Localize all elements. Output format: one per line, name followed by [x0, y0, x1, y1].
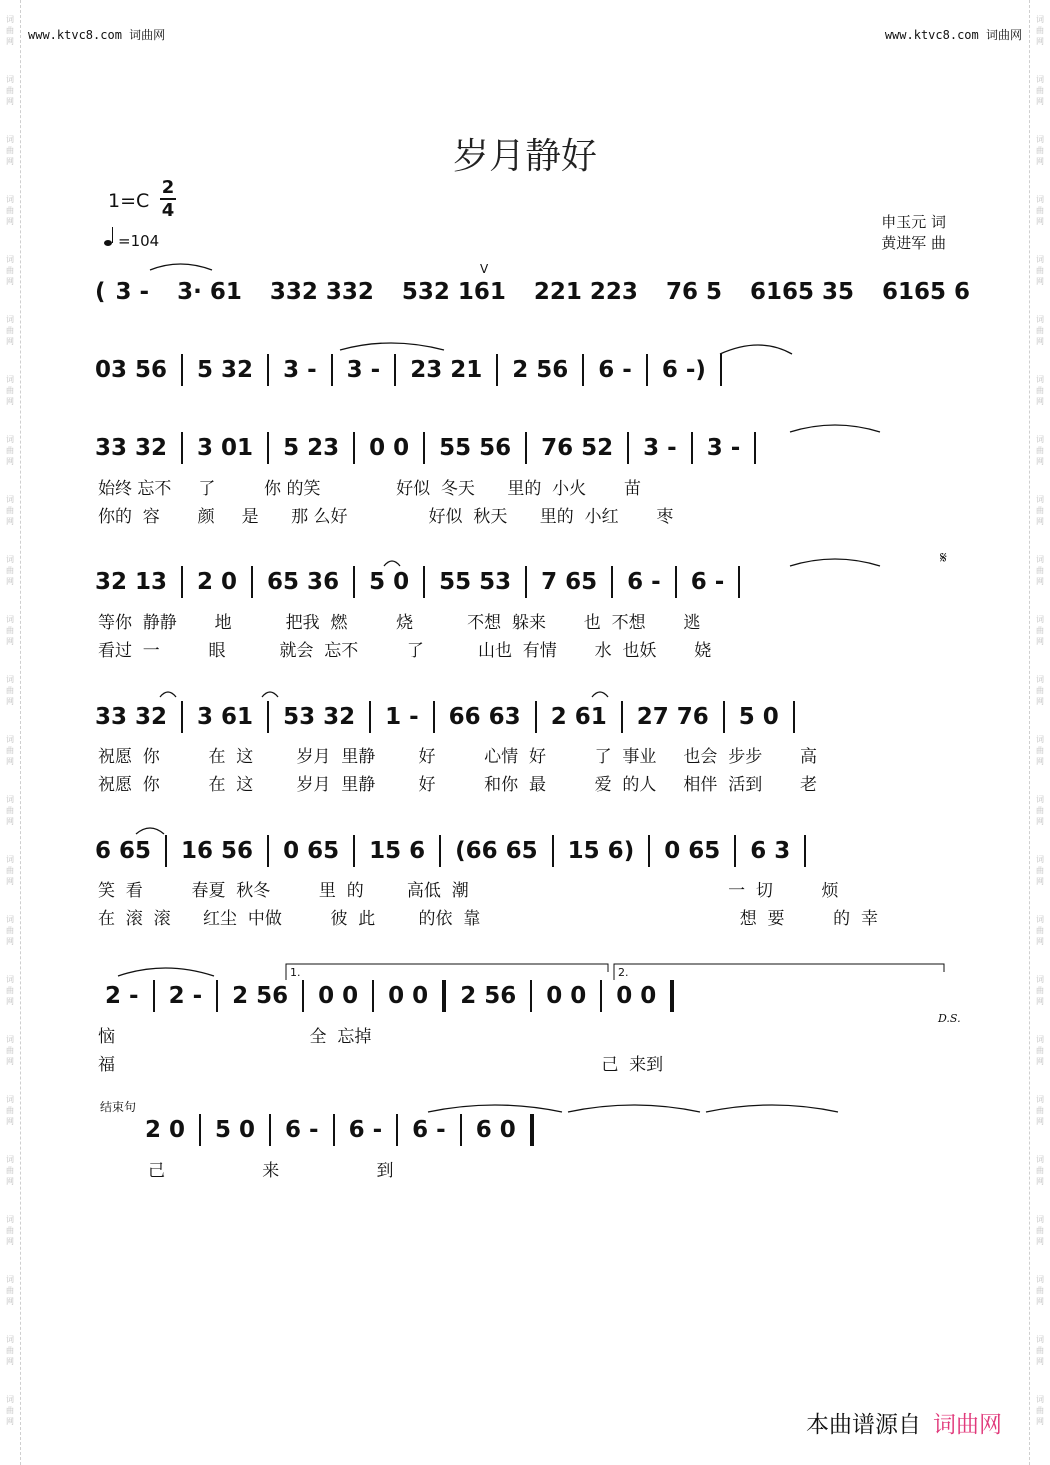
- measure-notes: 0 0: [318, 983, 359, 1009]
- barline: [804, 835, 806, 867]
- watermark-cell: 词 曲 网: [1036, 974, 1044, 1006]
- watermark-cell: 词 曲 网: [1036, 1094, 1044, 1126]
- watermark-cell: 词 曲 网: [6, 254, 14, 286]
- measure-notes: 6 3: [750, 838, 791, 864]
- watermark-cell: 词 曲 网: [6, 1214, 14, 1246]
- watermark-cell: 词 曲 网: [1036, 194, 1044, 226]
- measure-notes: 3 -: [115, 279, 150, 305]
- measure-notes: 6 -: [627, 569, 661, 595]
- barline: [442, 980, 446, 1012]
- barline: [611, 566, 613, 598]
- left-watermark-strip: [0, 0, 21, 1465]
- watermark-cell: 词 曲 网: [6, 554, 14, 586]
- barline: [675, 566, 677, 598]
- segno-icon: 𝄋: [940, 548, 947, 567]
- barline: [302, 980, 304, 1012]
- barline: [646, 354, 648, 386]
- measure-notes: 15 6): [567, 838, 635, 864]
- barline: [396, 1114, 398, 1146]
- measure-notes: 1 -: [385, 704, 419, 730]
- barline: [372, 980, 374, 1012]
- watermark-cell: 词 曲 网: [1036, 1154, 1044, 1186]
- measure-notes: 3 01: [197, 435, 254, 461]
- measure-notes: (: [95, 279, 106, 305]
- measure-notes: 2 56: [460, 983, 517, 1009]
- measure-notes: 2 -: [168, 983, 203, 1009]
- barline: [648, 835, 650, 867]
- barline: [754, 432, 756, 464]
- barline: [423, 432, 425, 464]
- watermark-cell: 词 曲 网: [6, 974, 14, 1006]
- breath-mark: V: [480, 262, 489, 276]
- measure-notes: 6 -: [412, 1117, 446, 1143]
- barline: [723, 701, 725, 733]
- barline: [793, 701, 795, 733]
- watermark-cell: 词 曲 网: [1036, 1214, 1044, 1246]
- measure-notes: 6165 6: [882, 279, 971, 305]
- lyric-line-v2: 看过 一 眼 就会 忘不 了 山也 有情 水 也妖 娆: [98, 641, 712, 661]
- measure-notes: 5 0: [369, 569, 410, 595]
- watermark-cell: 词 曲 网: [6, 374, 14, 406]
- measure-notes: 76 5: [665, 279, 722, 305]
- measure-notes: 03 56: [95, 357, 168, 383]
- barline: [525, 566, 527, 598]
- watermark-cell: 词 曲 网: [6, 314, 14, 346]
- page-title: 岁月静好: [452, 136, 597, 177]
- measure-notes: 6 -: [285, 1117, 319, 1143]
- barline: [423, 566, 425, 598]
- barline: [535, 701, 537, 733]
- measure-notes: 332 332: [269, 279, 374, 305]
- watermark-cell: 词 曲 网: [1036, 854, 1044, 886]
- ds-mark: D.S.: [938, 1012, 961, 1025]
- barline: [439, 835, 441, 867]
- quarter-note-icon: [104, 240, 112, 246]
- measure-notes: 221 223: [533, 279, 638, 305]
- header-url-left[interactable]: www.ktvc8.com 词曲网: [28, 28, 166, 42]
- watermark-cell: 词 曲 网: [6, 914, 14, 946]
- measure-notes: 2 0: [197, 569, 238, 595]
- barline: [181, 432, 183, 464]
- watermark-cell: 词 曲 网: [1036, 494, 1044, 526]
- notation-line: [105, 976, 965, 1016]
- measure-notes: 2 56: [512, 357, 569, 383]
- measure-notes: 3 -: [283, 357, 317, 383]
- composer: 黄进军 曲: [881, 234, 946, 252]
- first-ending-label: 1.: [290, 966, 301, 979]
- barline: [734, 835, 736, 867]
- watermark-cell: 词 曲 网: [1036, 674, 1044, 706]
- key-signature: 1=C: [108, 190, 150, 212]
- measure-notes: 6 65: [95, 838, 152, 864]
- measure-notes: 2 0: [145, 1117, 186, 1143]
- measure-notes: 55 53: [439, 569, 512, 595]
- watermark-cell: 词 曲 网: [6, 1034, 14, 1066]
- measure-notes: 53 32: [283, 704, 356, 730]
- watermark-cell: 词 曲 网: [1036, 374, 1044, 406]
- measure-notes: 6 -): [661, 357, 706, 383]
- watermark-cell: 词 曲 网: [6, 74, 14, 106]
- measure-notes: 0 65: [664, 838, 721, 864]
- header-url-right[interactable]: www.ktvc8.com 词曲网: [884, 28, 1022, 42]
- notation-line: [95, 428, 955, 468]
- barline: [621, 701, 623, 733]
- barline: [353, 835, 355, 867]
- watermark-cell: 词 曲 网: [1036, 1034, 1044, 1066]
- notation-line: [95, 350, 955, 390]
- watermark-cell: 词 曲 网: [1036, 134, 1044, 166]
- watermark-cell: 词 曲 网: [1036, 554, 1044, 586]
- notation-line: [145, 1110, 1005, 1150]
- barline: [331, 354, 333, 386]
- measure-notes: 6 -: [690, 569, 725, 595]
- barline: [216, 980, 218, 1012]
- notation-line: [95, 697, 955, 737]
- barline: [691, 432, 693, 464]
- lyricist: 申玉元 词: [881, 213, 946, 231]
- measure-notes: 2 56: [232, 983, 289, 1009]
- watermark-cell: 词 曲 网: [6, 1394, 14, 1426]
- measure-notes: 6165 35: [749, 279, 854, 305]
- barline: [199, 1114, 201, 1146]
- measure-notes: 3 -: [346, 357, 381, 383]
- measure-notes: 7 65: [541, 569, 598, 595]
- barline: [153, 980, 155, 1012]
- barline: [670, 980, 674, 1012]
- barline: [530, 980, 532, 1012]
- notation-line: [95, 562, 955, 602]
- measure-notes: 3 -: [706, 435, 741, 461]
- barline: [353, 432, 355, 464]
- barline: [530, 1114, 534, 1146]
- watermark-cell: 词 曲 网: [6, 14, 14, 46]
- barline: [369, 701, 371, 733]
- watermark-cell: 词 曲 网: [1036, 1274, 1044, 1306]
- watermark-cell: 词 曲 网: [6, 734, 14, 766]
- barline: [267, 432, 269, 464]
- barline: [738, 566, 740, 598]
- watermark-cell: 词 曲 网: [6, 674, 14, 706]
- barline: [600, 980, 602, 1012]
- measure-notes: 33 32: [95, 435, 168, 461]
- watermark-cell: 词 曲 网: [6, 854, 14, 886]
- measure-notes: 5 32: [197, 357, 254, 383]
- measure-notes: 3 -: [643, 435, 677, 461]
- measure-notes: 0 0: [616, 983, 657, 1009]
- lyric-line-v1: 祝愿 你 在 这 岁月 里静 好 心情 好 了 事业 也会 步步 高: [98, 747, 818, 767]
- barline: [353, 566, 355, 598]
- barline: [269, 1114, 271, 1146]
- barline: [433, 701, 435, 733]
- measure-notes: (66 65: [455, 838, 538, 864]
- lyric-line-v1: 始终 忘不 了 你 的笑 好似 冬天 里的 小火 苗: [98, 479, 641, 499]
- barline: [525, 432, 527, 464]
- watermark-cell: 词 曲 网: [6, 434, 14, 466]
- measure-notes: 15 6: [369, 838, 426, 864]
- second-ending-label: 2.: [618, 966, 629, 979]
- measure-notes: 27 76: [636, 704, 709, 730]
- measure-notes: 5 23: [283, 435, 340, 461]
- measure-notes: 5 0: [738, 704, 779, 730]
- measure-notes: 2 -: [105, 983, 139, 1009]
- watermark-cell: 词 曲 网: [1036, 734, 1044, 766]
- measure-notes: 0 0: [388, 983, 429, 1009]
- watermark-cell: 词 曲 网: [1036, 314, 1044, 346]
- measure-notes: 532 161: [401, 279, 506, 305]
- lyric-line-v1: 恼 全 忘掉: [98, 1027, 372, 1047]
- lyric-line-v2: 在 滚 滚 红尘 中做 彼 此 的依 靠 想 要 的 幸: [98, 909, 878, 929]
- watermark-cell: 词 曲 网: [6, 494, 14, 526]
- measure-notes: 32 13: [95, 569, 168, 595]
- measure-notes: 66 63: [448, 704, 521, 730]
- measure-notes: 76 52: [541, 435, 614, 461]
- barline: [251, 566, 253, 598]
- barline: [267, 701, 269, 733]
- lyric-line-v1: 等你 静静 地 把我 燃 烧 不想 躲来 也 不想 逃: [98, 613, 701, 633]
- barline: [267, 835, 269, 867]
- lyric-line-v2: 你的 容 颜 是 那 么好 好似 秋天 里的 小红 枣: [98, 507, 674, 527]
- watermark-cell: 词 曲 网: [1036, 434, 1044, 466]
- barline: [460, 1114, 462, 1146]
- credits: [881, 212, 946, 254]
- time-signature: 2 4: [161, 177, 175, 221]
- measure-notes: 55 56: [439, 435, 512, 461]
- tempo-mark: =104: [104, 232, 159, 250]
- watermark-cell: 词 曲 网: [6, 134, 14, 166]
- lyric-line-v2: 祝愿 你 在 这 岁月 里静 好 和你 最 爱 的人 相伴 活到 老: [98, 775, 818, 795]
- watermark-cell: 词 曲 网: [1036, 1334, 1044, 1366]
- watermark-cell: 词 曲 网: [1036, 914, 1044, 946]
- measure-notes: 65 36: [267, 569, 340, 595]
- barline: [165, 835, 167, 867]
- notation-line: [95, 831, 955, 871]
- measure-notes: 0 0: [369, 435, 410, 461]
- watermark-cell: 词 曲 网: [1036, 254, 1044, 286]
- lyric-line-v1: 己 来 到: [148, 1161, 394, 1181]
- right-watermark-strip: [1029, 0, 1050, 1465]
- notation-line: [95, 272, 971, 312]
- watermark-cell: 词 曲 网: [6, 1334, 14, 1366]
- coda-label: 结束句: [100, 1100, 137, 1114]
- measure-notes: 2 61: [550, 704, 607, 730]
- footer-source: 本曲谱源自 词曲网: [806, 1412, 1002, 1438]
- barline: [582, 354, 584, 386]
- watermark-cell: 词 曲 网: [1036, 14, 1044, 46]
- barline: [181, 701, 183, 733]
- measure-notes: 3 61: [197, 704, 254, 730]
- measure-notes: 6 -: [598, 357, 632, 383]
- barline: [181, 566, 183, 598]
- watermark-cell: 词 曲 网: [6, 1154, 14, 1186]
- watermark-cell: 词 曲 网: [1036, 74, 1044, 106]
- barline: [181, 354, 183, 386]
- watermark-cell: 词 曲 网: [6, 1274, 14, 1306]
- measure-notes: 6 0: [475, 1117, 516, 1143]
- footer-brand[interactable]: 词曲网: [933, 1412, 1002, 1438]
- watermark-cell: 词 曲 网: [1036, 614, 1044, 646]
- barline: [267, 354, 269, 386]
- watermark-cell: 词 曲 网: [6, 794, 14, 826]
- measure-notes: 0 0: [546, 983, 587, 1009]
- watermark-cell: 词 曲 网: [6, 194, 14, 226]
- barline: [627, 432, 629, 464]
- measure-notes: 23 21: [410, 357, 483, 383]
- measure-notes: 5 0: [215, 1117, 256, 1143]
- watermark-cell: 词 曲 网: [6, 1094, 14, 1126]
- measure-notes: 16 56: [181, 838, 254, 864]
- barline: [496, 354, 498, 386]
- watermark-cell: 词 曲 网: [6, 614, 14, 646]
- measure-notes: 6 -: [348, 1117, 383, 1143]
- barline: [394, 354, 396, 386]
- watermark-cell: 词 曲 网: [1036, 794, 1044, 826]
- barline: [720, 354, 722, 386]
- measure-notes: 3· 61: [177, 279, 242, 305]
- barline: [552, 835, 554, 867]
- barline: [333, 1114, 335, 1146]
- measure-notes: 33 32: [95, 704, 168, 730]
- lyric-line-v1: 笑 看 春夏 秋冬 里 的 高低 潮 一 切 烦: [98, 881, 839, 901]
- lyric-line-v2: 福 己 来到: [98, 1055, 664, 1075]
- measure-notes: 0 65: [283, 838, 340, 864]
- watermark-cell: 词 曲 网: [1036, 1394, 1044, 1426]
